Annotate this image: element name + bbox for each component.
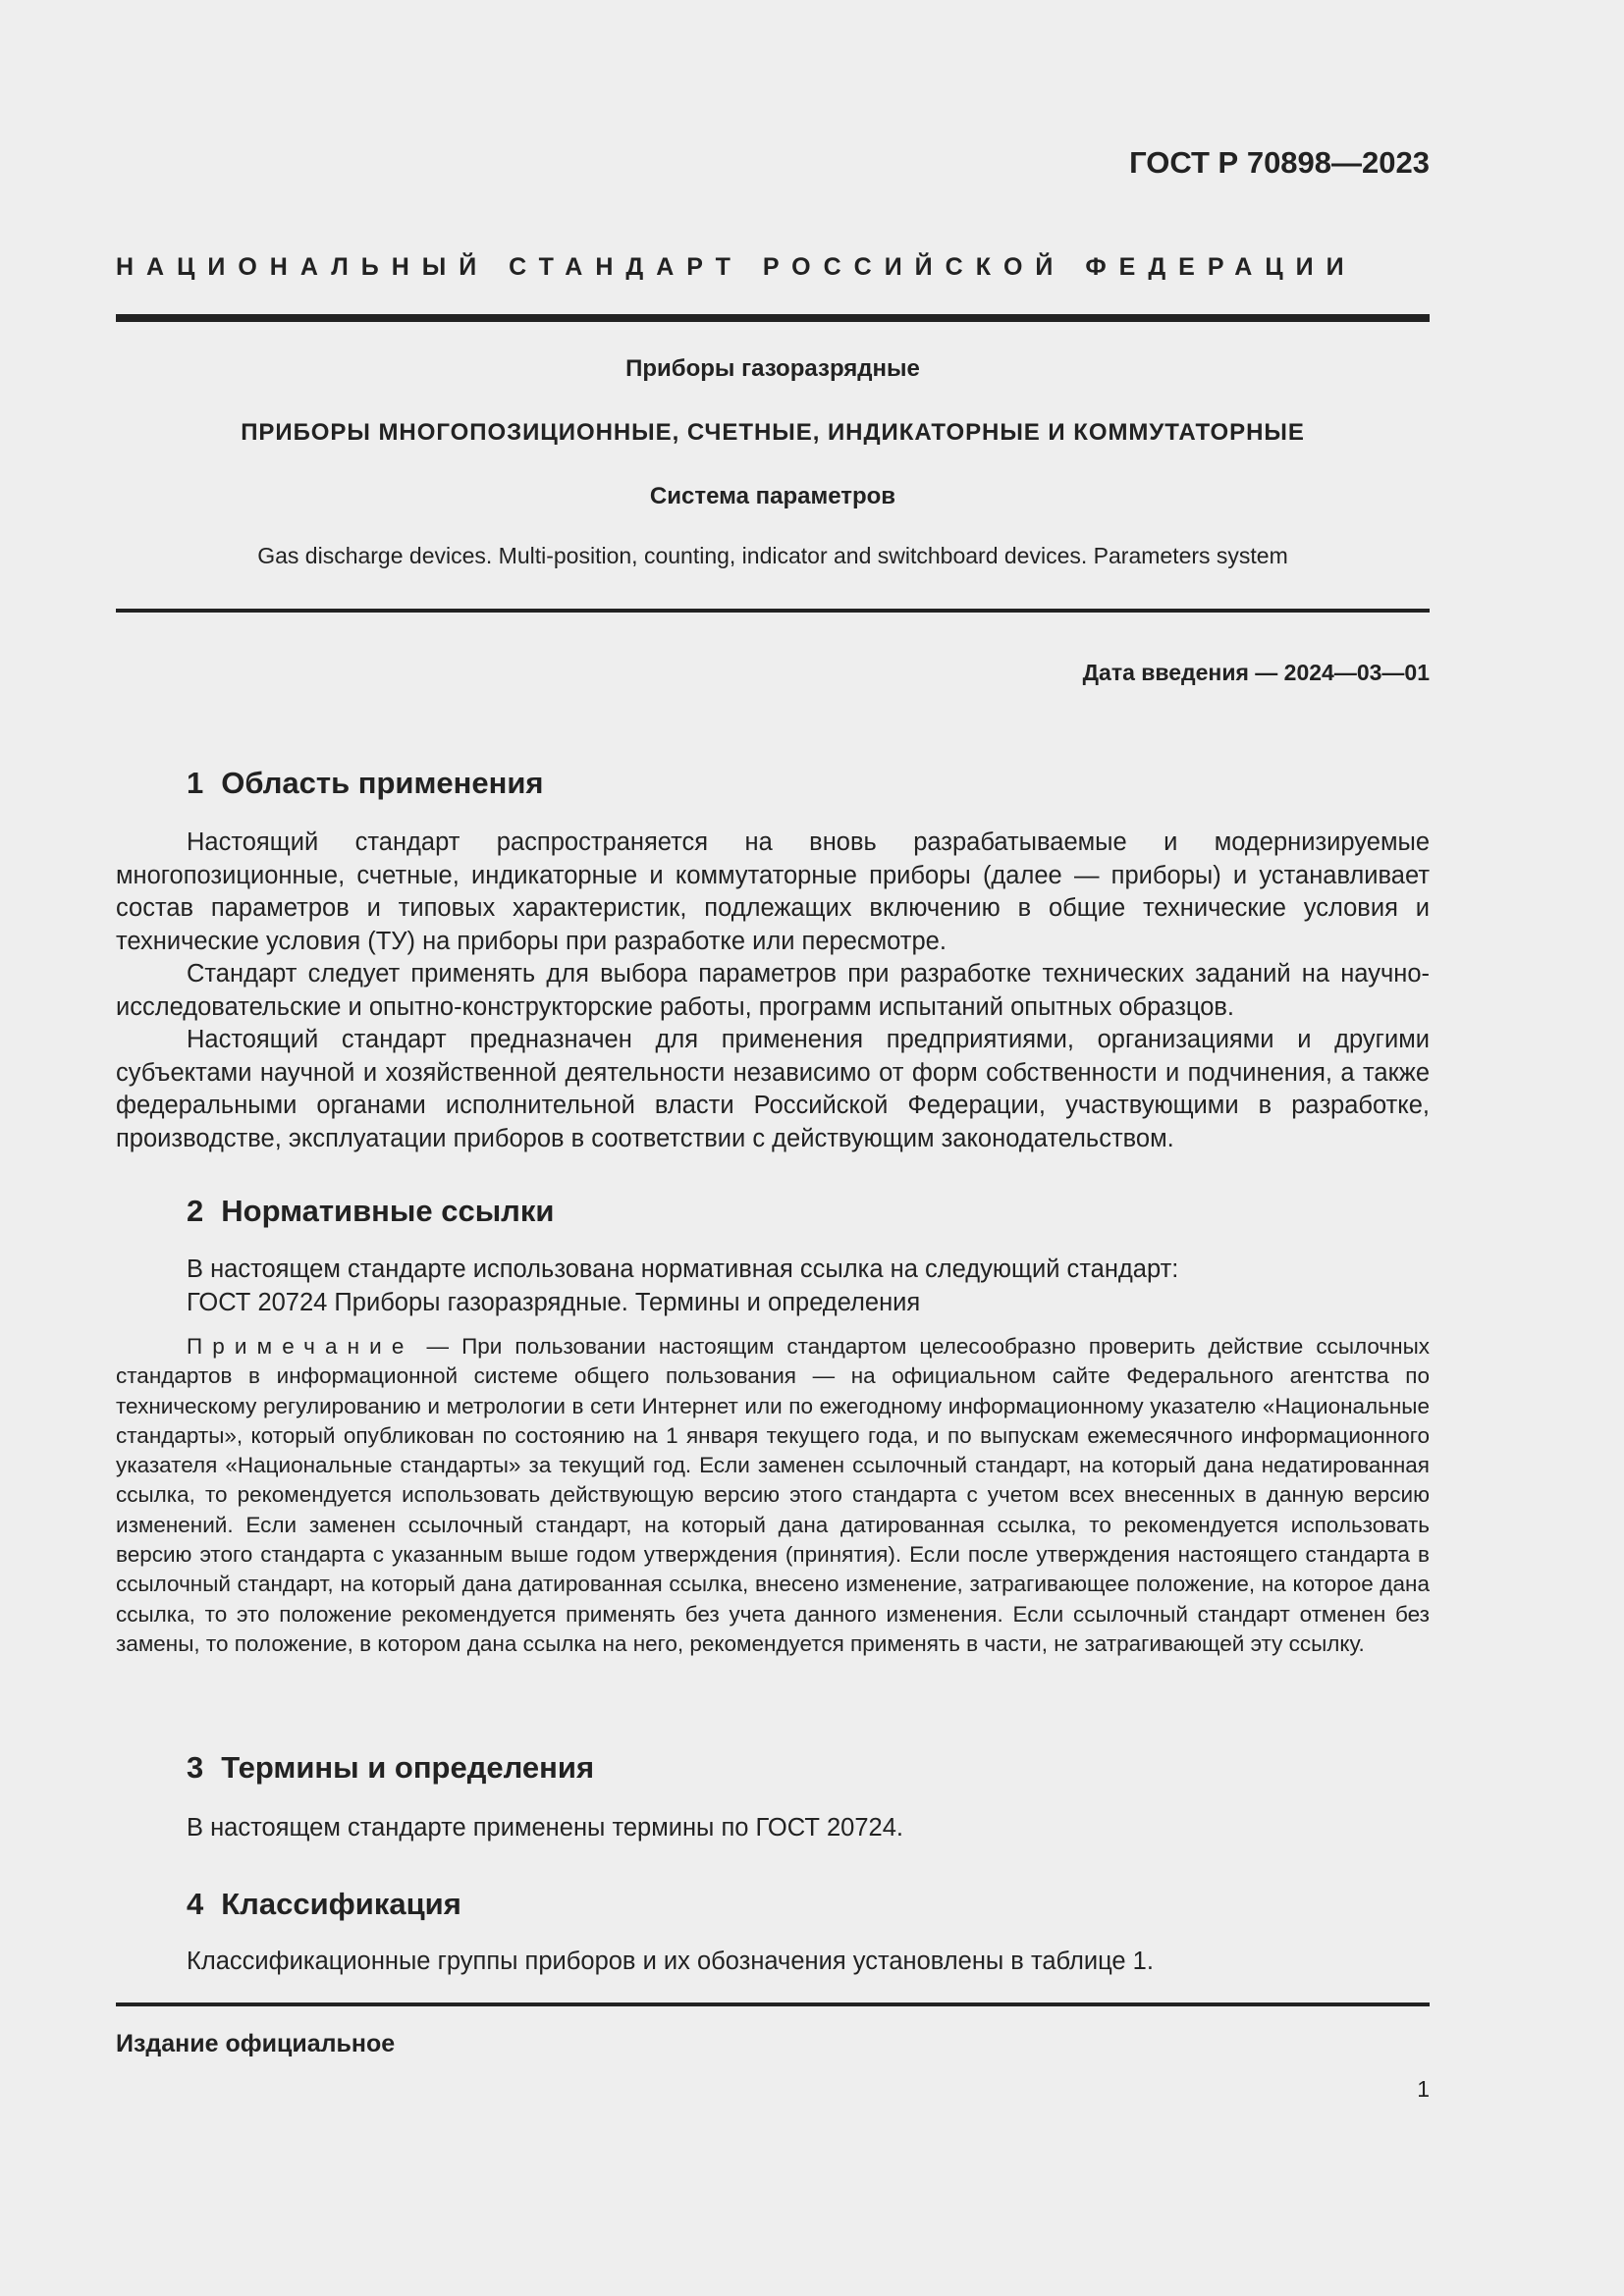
section-title: Классификация	[221, 1887, 461, 1921]
paragraph: Стандарт следует применять для выбора параметров при разработке технических заданий на научно-исследовательские и опытно-конструкторские работы, программ испытаний опытных образцов.	[116, 960, 1430, 1021]
paragraph: В настоящем стандарте использована нормативная ссылка на следующий стандарт:	[187, 1255, 1179, 1283]
document-title-system: Система параметров	[649, 483, 896, 509]
reference-item: ГОСТ 20724 Приборы газоразрядные. Термины и определения	[187, 1288, 921, 1316]
document-page	[116, 0, 1430, 2296]
paragraph: В настоящем стандарте применены термины по ГОСТ 20724.	[187, 1814, 903, 1842]
section-number: 4	[187, 1887, 204, 1921]
section-title: Термины и определения	[221, 1750, 595, 1785]
paragraph: Настоящий стандарт предназначен для применения предприятиями, организациями и другими субъектами научной и хозяйственной деятельности независимо от форм собственности и подчинения, а также федеральными органами исполнительной власти Российской Федерации, участвующими в разработке, производстве, эксплуатации приборов в соответствии с действующим законодательством.	[116, 1026, 1430, 1152]
document-title: ПРИБОРЫ МНОГОПОЗИЦИОННЫЕ, СЧЕТНЫЕ, ИНДИКАТОРНЫЕ И КОММУТАТОРНЫЕ	[241, 419, 1305, 446]
footer-divider	[116, 2002, 1430, 2006]
section-heading-classification	[187, 1887, 461, 1922]
section-number: 2	[187, 1194, 204, 1228]
section-body-classification	[116, 1946, 1430, 1979]
title-divider	[116, 609, 1430, 613]
document-subtitle: Приборы газоразрядные	[625, 355, 920, 382]
section-heading-scope	[187, 766, 544, 801]
section-title: Нормативные ссылки	[221, 1194, 555, 1228]
section-title: Область применения	[221, 766, 544, 800]
section-body-references	[116, 1254, 1430, 1319]
section-body-terms	[116, 1812, 1430, 1845]
paragraph: Настоящий стандарт распространяется на вновь разрабатываемые и модернизируемые многопозиционные, счетные, индикаторные и коммутаторные приборы (далее — приборы) и устанавливает состав параметров и типовых характеристик, подлежащих включению в общие технические условия и технические условия (ТУ) на приборы при разработке или пересмотре.	[116, 828, 1430, 955]
document-title-english: Gas discharge devices. Multi-position, counting, indicator and switchboard devices. Parameters system	[257, 543, 1288, 568]
top-divider	[116, 314, 1430, 322]
section-heading-references	[187, 1194, 554, 1229]
section-number: 3	[187, 1750, 204, 1785]
paragraph: Классификационные группы приборов и их обозначения установлены в таблице 1.	[187, 1948, 1154, 1975]
note-text: — При пользовании настоящим стандартом целесообразно проверить действие ссылочных стандартов в информационной системе общего пользования — на официальном сайте Федерального агентства по техническому регулированию и метрологии в сети Интернет или по ежегодному информационному указателю «Национальные стандарты», который опубликован по состоянию на 1 января текущего года, и по выпускам ежемесячного информационного указателя «Национальные стандарты» за текущий год. Если заменен ссылочный стандарт, на который дана недатированная ссылка, то рекомендуется использовать действующую версию этого стандарта с учетом всех внесенных в данную версию изменений. Если заменен ссылочный стандарт, на который дана датированная ссылка, то рекомендуется использовать версию этого стандарта с указанным выше годом утверждения (принятия). Если после утверждения настоящего стандарта в ссылочный стандарт, на который дана датированная ссылка, внесено изменение, затрагивающее положение, на которое дана ссылка, то это положение рекомендуется применять без учета данного изменения. Если ссылочный стандарт отменен без замены, то положение, в котором дана ссылка на него, рекомендуется применять в части, не затрагивающей эту ссылку.	[116, 1334, 1430, 1656]
national-standard-banner: НАЦИОНАЛЬНЫЙ СТАНДАРТ РОССИЙСКОЙ ФЕДЕРАЦИИ	[116, 253, 1357, 281]
section-body-scope	[116, 827, 1430, 1155]
references-note	[116, 1332, 1430, 1659]
page-number: 1	[1417, 2076, 1430, 2102]
introduction-date: Дата введения — 2024—03—01	[1082, 660, 1430, 685]
document-number: ГОСТ Р 70898—2023	[1129, 145, 1430, 180]
section-heading-terms	[187, 1750, 594, 1786]
section-number: 1	[187, 766, 204, 800]
edition-label: Издание официальное	[116, 2030, 396, 2057]
note-label: Примечание	[187, 1334, 414, 1359]
